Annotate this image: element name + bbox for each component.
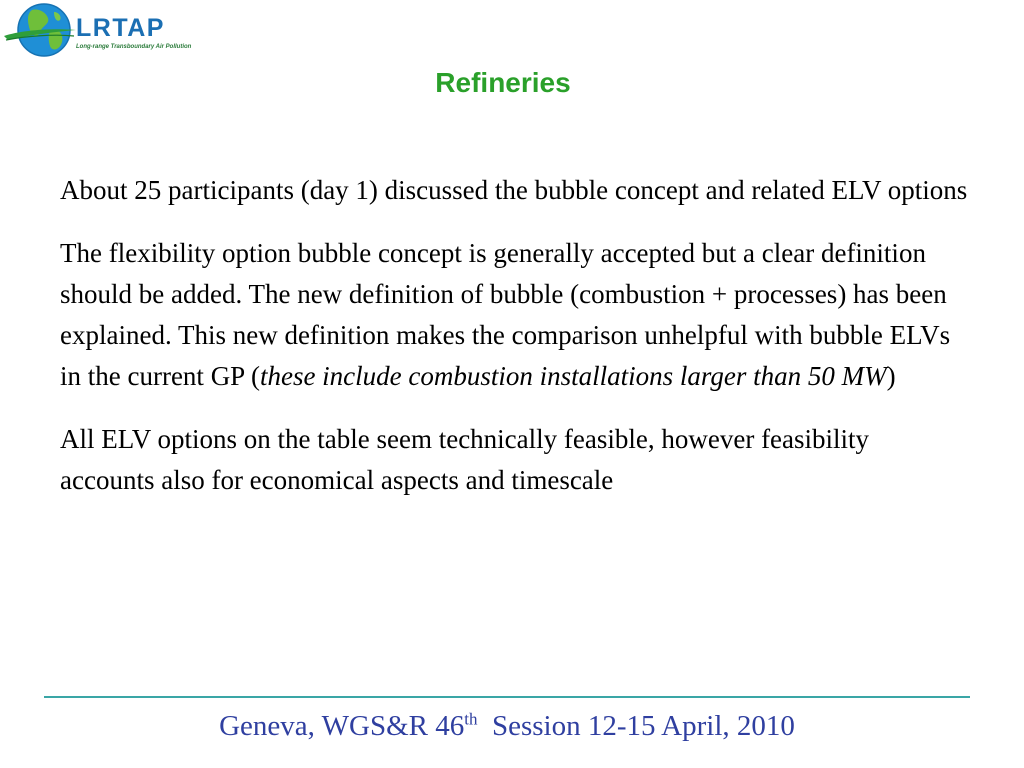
paragraph-bubble-italic-note: these include combustion installations larger than 50 MW bbox=[259, 361, 887, 391]
slide-body bbox=[60, 170, 970, 501]
lrtap-logo bbox=[2, 0, 198, 60]
logo-tagline: Long-range Transboundary Air Pollution bbox=[76, 44, 192, 50]
logo-wordmark: LRTAP bbox=[76, 14, 165, 42]
footer-suffix: Session 12-15 April, 2010 bbox=[477, 710, 795, 742]
paragraph-feasibility: All ELV options on the table seem technically feasible, however feasibility accounts also for economical aspects and timescale bbox=[60, 424, 870, 495]
footer-prefix: Geneva, WGS&R 46 bbox=[219, 710, 465, 742]
paragraph-participants: About 25 participants (day 1) discussed the bubble concept and related ELV options bbox=[60, 175, 968, 205]
footer-divider bbox=[44, 696, 970, 698]
paragraph-bubble-text: The flexibility option bubble concept is generally accepted but a clear definition should be added. The new definition of bubble (combustion + processes) has been explained. This new definition makes the comparison unhelpful with bubble ELVs in the current GP ( bbox=[60, 238, 951, 391]
globe-icon bbox=[2, 0, 78, 60]
paragraph-bubble-close: ) bbox=[886, 361, 896, 391]
paragraph-bubble-concept bbox=[60, 233, 970, 397]
footer-superscript: th bbox=[464, 709, 478, 729]
slide-title: Refineries bbox=[435, 67, 571, 98]
footer bbox=[0, 706, 1014, 746]
